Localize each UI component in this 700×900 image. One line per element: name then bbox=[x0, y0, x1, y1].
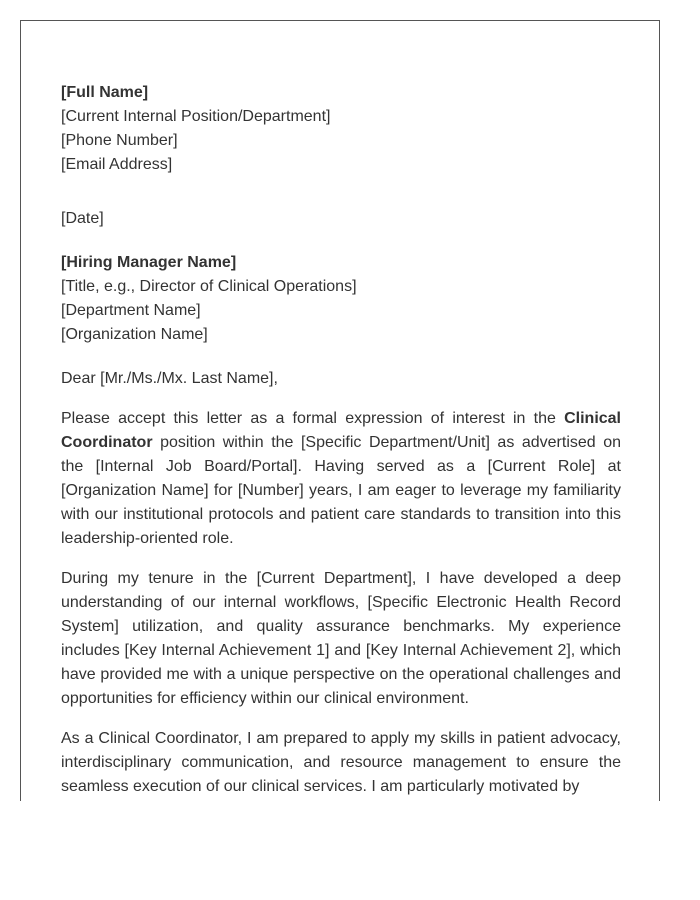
letter-page bbox=[20, 20, 660, 801]
recipient-name: [Hiring Manager Name] bbox=[61, 254, 237, 271]
letter-date: [Date] bbox=[61, 210, 104, 227]
sender-email: [Email Address] bbox=[61, 156, 173, 173]
recipient-department: [Department Name] bbox=[61, 302, 201, 319]
sender-position: [Current Internal Position/Department] bbox=[61, 108, 331, 125]
sender-phone: [Phone Number] bbox=[61, 132, 178, 149]
paragraph-1 bbox=[61, 407, 621, 551]
position-title: Clinical Coordinator bbox=[61, 410, 621, 451]
paragraph-2: During my tenure in the [Current Department], I have developed a deep understanding of our internal workflows, [Specific Electronic Health Record System] utilization, and quality assurance benchmarks. My experience includes [Key Internal Achievement 1] and [Key Internal Achievement 2], which have provided me with a unique perspective on the operational challenges and opportunities for efficiency within our clinical environment. bbox=[61, 570, 621, 707]
letter-content bbox=[61, 81, 621, 799]
salutation: Dear [Mr./Ms./Mx. Last Name], bbox=[61, 370, 278, 387]
recipient-title: [Title, e.g., Director of Clinical Operations] bbox=[61, 278, 357, 295]
recipient-block bbox=[61, 251, 621, 347]
paragraph-3: As a Clinical Coordinator, I am prepared to apply my skills in patient advocacy, interdisciplinary communication, and resource management to ensure the seamless execution of our clinical services. I am particularly motivated by bbox=[61, 730, 621, 795]
paragraph-1-rest: position within the [Specific Department/Unit] as advertised on the [Internal Job Board/Portal]. Having served as a [Current Role] at [Organization Name] for [Number] years, I am eager to leverage my familiarity with our institutional protocols and patient care standards to transition into this leadership-oriented role. bbox=[61, 434, 621, 547]
sender-block bbox=[61, 81, 621, 177]
recipient-organization: [Organization Name] bbox=[61, 326, 208, 343]
sender-name: [Full Name] bbox=[61, 84, 149, 101]
paragraph-1-intro: Please accept this letter as a formal expression of interest in the bbox=[61, 410, 565, 427]
